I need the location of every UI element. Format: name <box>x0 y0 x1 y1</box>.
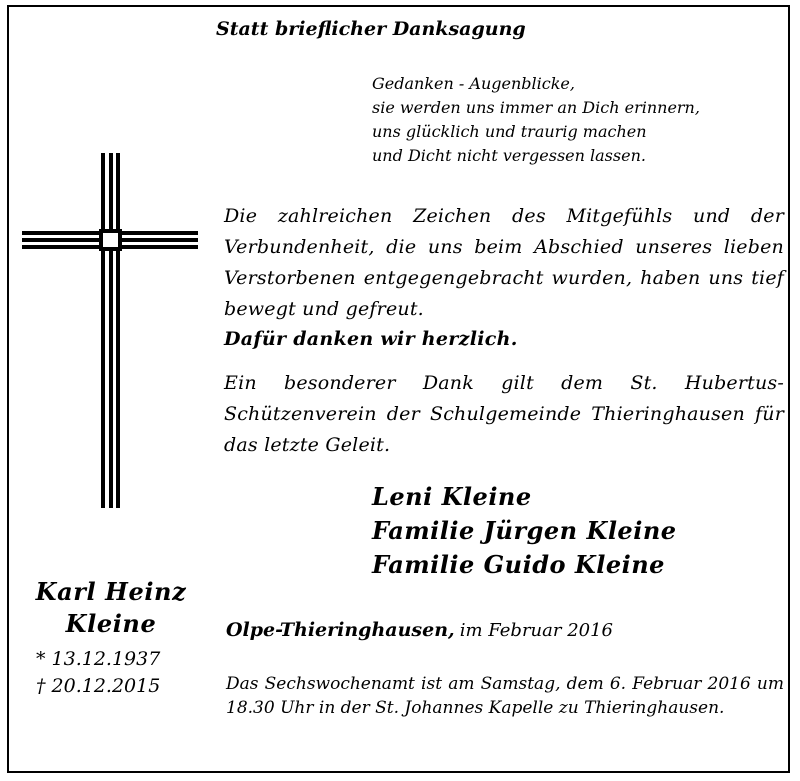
place-name: Olpe-Thieringhausen, <box>226 619 455 641</box>
deceased-block <box>0 576 222 700</box>
cross-icon <box>0 0 222 520</box>
poem-line: uns glücklich und traurig machen <box>372 122 647 141</box>
signer-name: Familie Guido Kleine <box>372 550 665 579</box>
place-line <box>226 619 613 641</box>
poem-line: sie werden uns immer an Dich erinnern, <box>372 98 700 117</box>
message-paragraph-1: Die zahlreichen Zeichen des Mitgefühls und der Verbundenheit, die uns beim Abschied unseres lieben Verstorbenen entgegengebracht wurden, haben uns tief bewegt und gefreut. <box>224 205 784 320</box>
signers <box>372 480 677 582</box>
thanks-line: Dafür danken wir herzlich. <box>224 328 518 350</box>
deceased-first-names: Karl Heinz <box>35 577 187 606</box>
notice-heading: Statt brieflicher Danksagung <box>216 18 526 40</box>
service-note: Das Sechswochenamt ist am Samstag, dem 6. Februar 2016 um 18.30 Uhr in der St. Johannes Kapelle zu Thieringhausen. <box>226 674 784 718</box>
poem <box>372 72 700 168</box>
poem-line: und Dicht nicht vergessen lassen. <box>372 146 646 165</box>
signer-name: Leni Kleine <box>372 482 532 511</box>
message-paragraph-2: Ein besonderer Dank gilt dem St. Hubertus-Schützenverein der Schulgemeinde Thieringhausen für das letzte Geleit. <box>224 372 784 456</box>
signer-name: Familie Jürgen Kleine <box>372 516 677 545</box>
birth-date: * 13.12.1937 <box>36 648 161 670</box>
poem-line: Gedanken - Augenblicke, <box>372 74 575 93</box>
death-date: † 20.12.2015 <box>36 675 161 697</box>
place-date: im Februar 2016 <box>459 620 614 641</box>
deceased-surname: Kleine <box>65 609 157 638</box>
